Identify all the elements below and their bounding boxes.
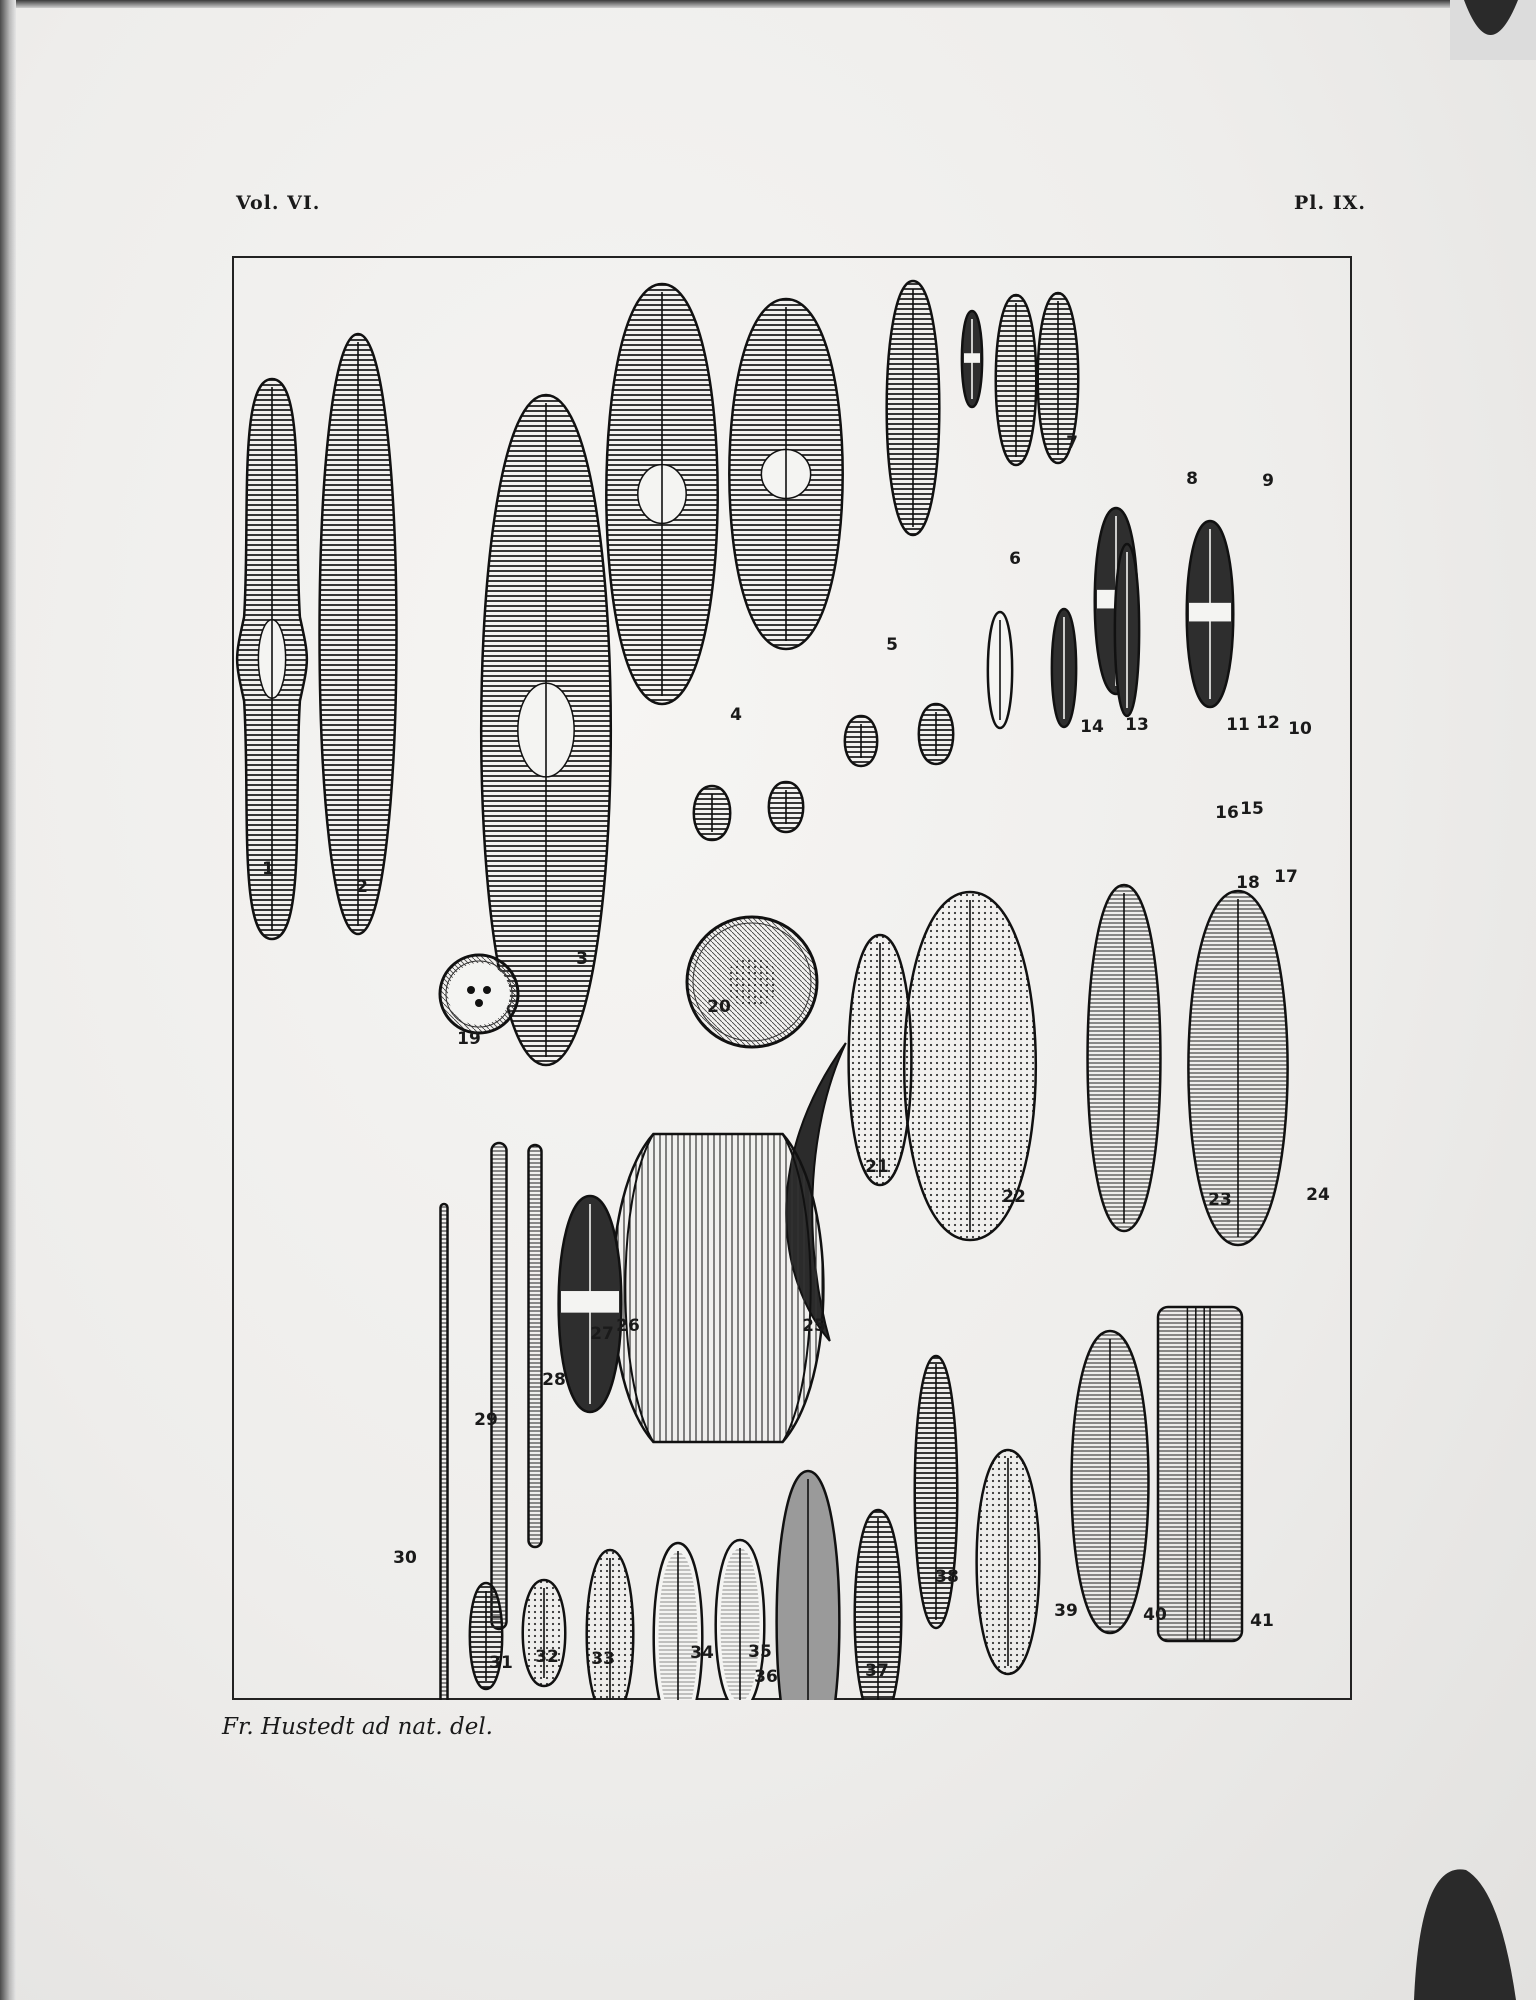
- figure-number-label: 37: [865, 1661, 889, 1681]
- figure-number-label: 5: [886, 635, 898, 655]
- figure-number-label: 2: [356, 877, 368, 897]
- figure-number-label: 15: [1240, 799, 1264, 819]
- figure-number-label: 23: [1208, 1190, 1232, 1210]
- figure-number-label: 34: [690, 1643, 714, 1663]
- figure-number-label: 7: [1066, 433, 1078, 453]
- figure-number-label: 26: [616, 1316, 640, 1336]
- diatom-valve-icon: [977, 1450, 1040, 1674]
- figure-number-label: 8: [1186, 469, 1198, 489]
- diatom-valve-icon: [654, 1543, 703, 1700]
- figure-number-label: 29: [474, 1410, 498, 1430]
- figure-number-label: 16: [1215, 803, 1239, 823]
- figure-number-label: 22: [1002, 1187, 1026, 1207]
- figure-number-label: 33: [591, 1649, 615, 1669]
- volume-header: Vol. VI.: [236, 192, 321, 214]
- figure-number-label: 20: [707, 997, 731, 1017]
- diatom-valve-icon: [777, 1471, 840, 1700]
- needle-diatom-icon: [441, 1204, 448, 1700]
- figure-number-label: 13: [1125, 715, 1149, 735]
- figure-number-label: 21: [865, 1157, 889, 1177]
- figure-number-label: 4: [730, 705, 742, 725]
- figure-number-label: 38: [935, 1567, 959, 1587]
- figure-number-label: 27: [590, 1324, 614, 1344]
- figure-number-label: 36: [754, 1667, 778, 1687]
- figure-number-label: 25: [802, 1316, 826, 1336]
- diatom-valve-icon: [845, 716, 877, 766]
- diatom-valve-icon: [996, 295, 1037, 465]
- figure-number-label: 1: [262, 859, 274, 879]
- next-page-corner-top-icon: [1450, 0, 1536, 60]
- diatom-girdle-icon: [1158, 1307, 1242, 1641]
- needle-diatom-icon: [529, 1145, 542, 1547]
- figure-number-label: 6: [1009, 549, 1021, 569]
- figure-number-label: 31: [489, 1653, 513, 1673]
- figure-number-label: 40: [1143, 1605, 1167, 1625]
- figure-number-label: 32: [535, 1647, 559, 1667]
- figure-number-label: 3: [576, 949, 588, 969]
- diatom-valve-icon: [606, 284, 717, 704]
- diatom-valve-icon: [729, 299, 842, 649]
- diatom-valve-icon: [1088, 885, 1161, 1231]
- next-page-corner-bottom-icon: [1400, 1860, 1536, 2000]
- figure-number-label: 9: [1262, 471, 1274, 491]
- figure-number-label: 19: [457, 1029, 481, 1049]
- figure-number-label: 17: [1274, 867, 1298, 887]
- figure-number-label: 41: [1250, 1611, 1274, 1631]
- figure-number-label: 14: [1080, 717, 1104, 737]
- diatom-valve-icon: [320, 334, 397, 934]
- diatom-valve-icon: [523, 1580, 566, 1686]
- diatom-valve-icon: [470, 1583, 502, 1689]
- centric-diatom-icon: [687, 917, 817, 1047]
- page-left-edge: [0, 0, 16, 2000]
- figure-number-label: 10: [1288, 719, 1312, 739]
- diatom-valve-icon: [694, 786, 730, 840]
- figure-number-label: 24: [1306, 1185, 1330, 1205]
- diatom-frustule-icon: [613, 1134, 824, 1442]
- diatom-valve-icon: [1072, 1331, 1149, 1633]
- figure-number-label: 18: [1236, 873, 1260, 893]
- figure-number-label: 12: [1256, 713, 1280, 733]
- figure-number-label: 30: [393, 1548, 417, 1568]
- artist-signature: Fr. Hustedt ad nat. del.: [222, 1714, 493, 1740]
- diatom-valve-icon: [915, 1356, 958, 1628]
- diatom-valve-icon: [988, 612, 1012, 728]
- diatom-valve-icon: [237, 379, 307, 939]
- diatom-valve-icon: [919, 704, 953, 764]
- diatom-valve-icon: [769, 782, 803, 832]
- diatom-valve-icon: [849, 935, 912, 1185]
- plate-header: Pl. IX.: [1294, 192, 1366, 214]
- page-top-edge: [0, 0, 1536, 8]
- needle-diatom-icon: [492, 1143, 507, 1629]
- figure-number-label: 28: [542, 1370, 566, 1390]
- diatom-valve-icon: [887, 281, 940, 535]
- diatom-valve-icon: [1188, 891, 1287, 1245]
- diatom-valve-icon: [962, 311, 982, 407]
- diatom-valve-icon: [1052, 609, 1076, 727]
- diatom-valve-icon: [559, 1196, 622, 1412]
- diatom-valve-icon: [587, 1550, 634, 1700]
- centric-diatom-icon: [440, 955, 518, 1033]
- figure-number-label: 39: [1054, 1601, 1078, 1621]
- diatom-valve-icon: [1187, 521, 1234, 707]
- figure-number-label: 11: [1226, 715, 1250, 735]
- figure-number-label: 35: [748, 1642, 772, 1662]
- diatom-valve-icon: [1115, 544, 1139, 716]
- diatom-plate: [232, 256, 1352, 1700]
